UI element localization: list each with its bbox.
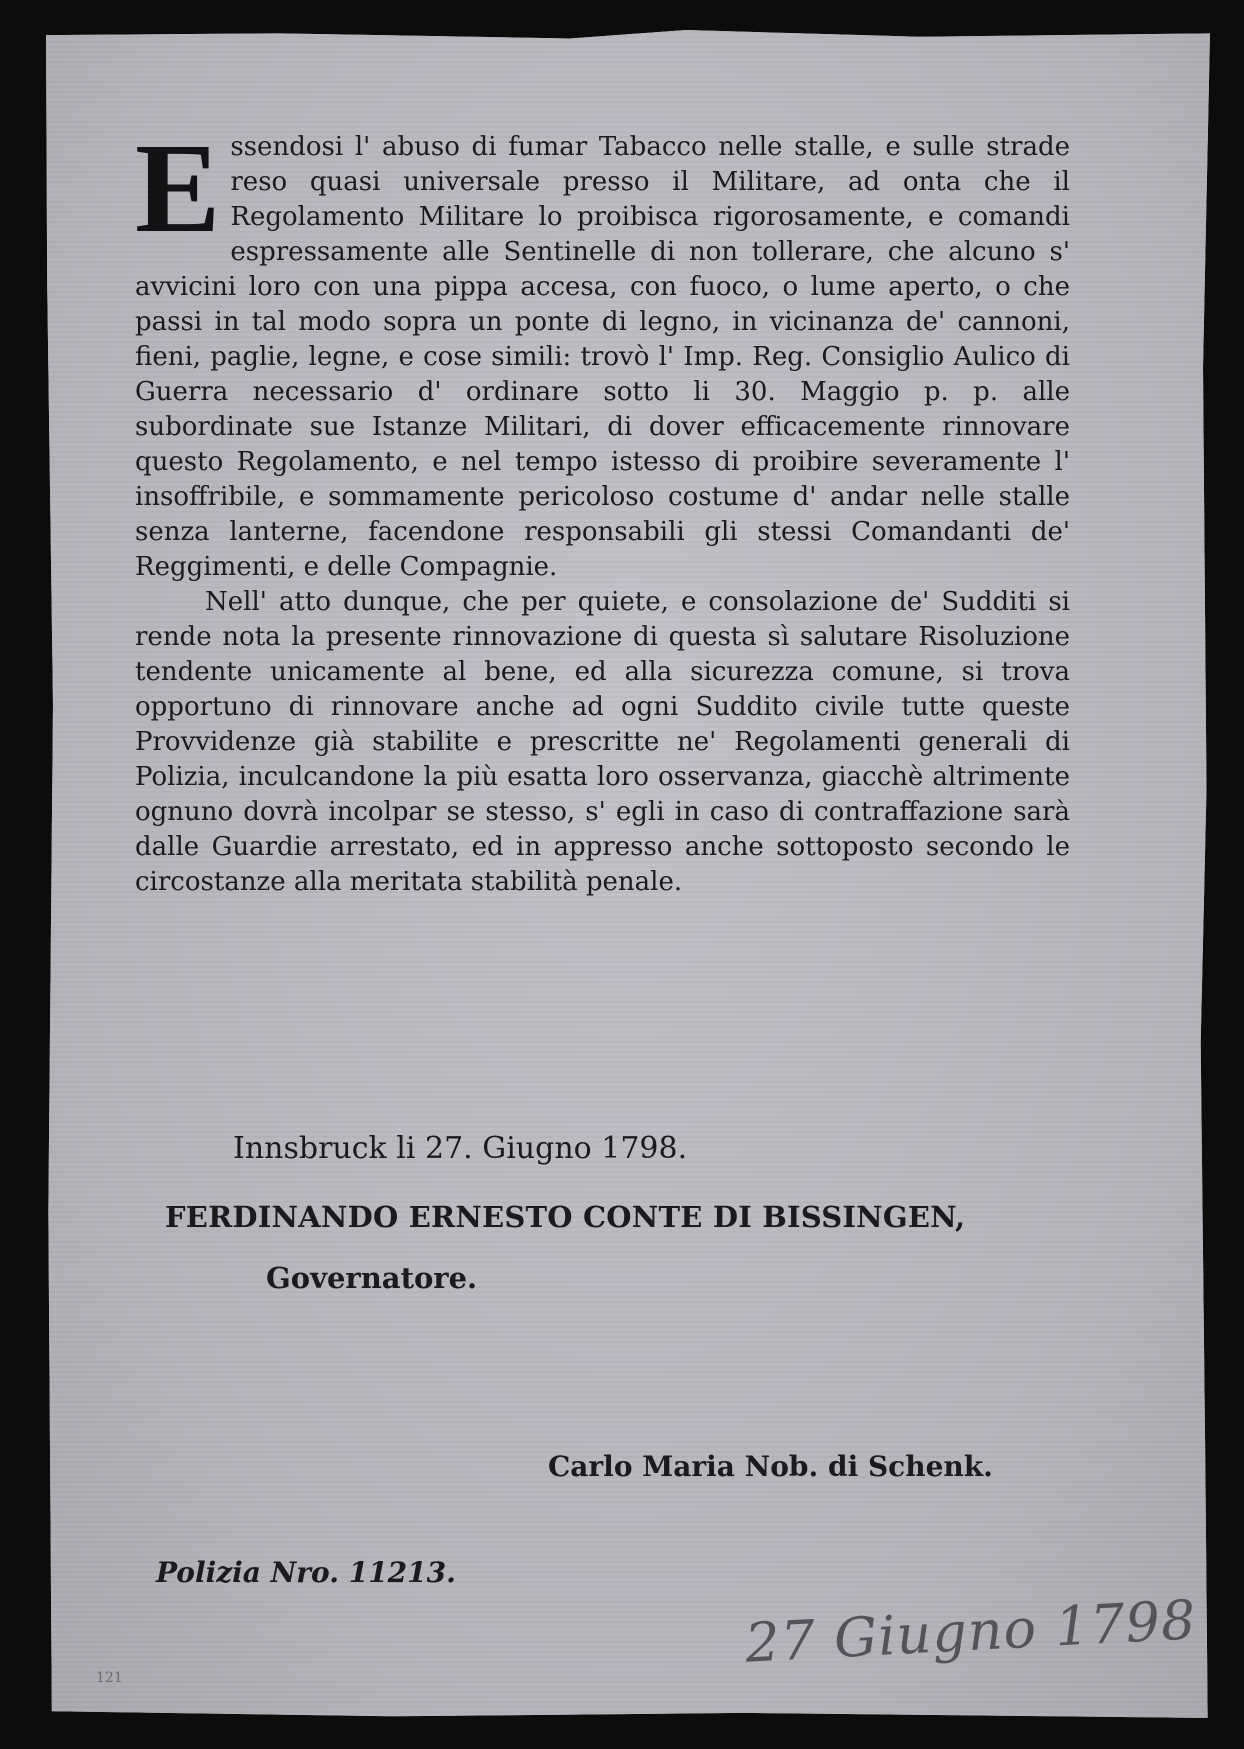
first-paragraph-text: ssendosi l' abuso di fumar Tabacco nelle stalle, e sulle strade reso quasi universale presso il Militare, ad onta che il Regolamento Militare lo proibisca rigorosamente, e comandi espressamente alle Sentinelle di non tollerare, che alcuno s' avvicini loro con una pippa accesa, con fuoco, o lume aperto, o che passi in tal modo sopra un ponte di legno, in vicinanza de' cannoni, fieni, paglie, legne, e cose simili: trovò l' Imp. Reg. Consiglio Aulico di Guerra necessario d' ordinare sotto li 30. Maggio p. p. alle subordinate sue Istanze Militari, di dover efficacemente rinnovare questo Regolamento, e nel tempo istesso di proibire severamente l' insoffribile, e sommamente pericoloso costume d' andar nelle stalle senza lanterne, facendone responsabili gli stessi Comandanti de' Reggimenti, e delle Compagnie. — [135, 132, 1070, 582]
signer-name: Carlo Maria Nob. di Schenk. — [548, 1450, 993, 1483]
first-paragraph — [135, 117, 1070, 585]
document-body — [135, 117, 1070, 900]
governor-name: FERDINANDO ERNESTO CONTE DI BISSINGEN, — [165, 1200, 966, 1234]
handwritten-date-note: 27 Giugno 1798 — [743, 1588, 1198, 1675]
second-paragraph: Nell' atto dunque, che per quiete, e consolazione de' Sudditi si rende nota la presente rinnovazione di questa sì salutare Risoluzione tendente unicamente al bene, ed alla sicurezza comune, si trova opportuno di rinnovare anche ad ogni Suddito civile tutte queste Provvidenze già stabilite e prescritte ne' Regolamenti generali di Polizia, inculcandone la più esatta loro osservanza, giacchè altrimente ognuno dovrà incolpar se stesso, s' egli in caso di contraffazione sarà dalle Guardie arrestato, ed in appresso anche sottoposto secondo le circostanze alla meritata stabilità penale. — [135, 587, 1070, 897]
date-line: Innsbruck li 27. Giugno 1798. — [233, 1131, 688, 1166]
governor-title: Governatore. — [266, 1261, 478, 1295]
drop-cap: E — [135, 117, 221, 259]
archive-mark: 121 — [96, 1670, 123, 1686]
police-number: Polizia Nro. 11213. — [156, 1556, 456, 1589]
